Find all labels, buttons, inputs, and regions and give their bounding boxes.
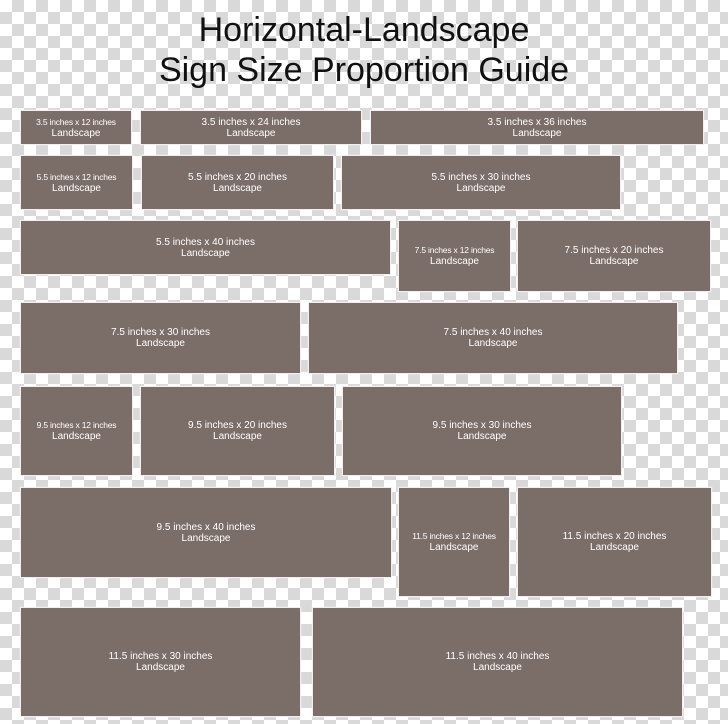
sign-3-5x36 [370, 110, 704, 145]
sign-size-label: 5.5 inches x 20 inches [188, 171, 287, 183]
sign-3-5x12 [20, 110, 132, 145]
sign-orientation-label: Landscape [136, 662, 185, 673]
sign-orientation-label: Landscape [51, 127, 101, 139]
sign-9-5x12 [20, 386, 133, 476]
sign-3-5x24 [140, 110, 362, 145]
sign-orientation-label: Landscape [213, 182, 262, 194]
sign-orientation-label: Landscape [457, 431, 507, 442]
sign-size-label: 3.5 inches x 24 inches [201, 116, 301, 128]
sign-orientation-label: Landscape [590, 542, 639, 553]
sign-orientation-label: Landscape [456, 182, 506, 194]
sign-11-5x40 [312, 607, 683, 717]
sign-5-5x20 [141, 155, 334, 210]
sign-9-5x30 [342, 386, 622, 476]
sign-7-5x12 [398, 220, 511, 292]
sign-orientation-label: Landscape [430, 256, 479, 267]
sign-orientation-label: Landscape [52, 431, 101, 442]
sign-orientation-label: Landscape [181, 247, 230, 259]
title-line-1: Horizontal-Landscape [198, 11, 530, 49]
sign-size-label: 11.5 inches x 12 inches [412, 531, 496, 541]
sign-size-label: 5.5 inches x 30 inches [431, 171, 531, 183]
sign-9-5x20 [140, 386, 335, 476]
sign-size-label: 11.5 inches x 20 inches [562, 531, 667, 542]
sign-size-label: 9.5 inches x 30 inches [432, 420, 532, 431]
sign-5-5x40 [20, 220, 391, 275]
sign-9-5x40 [20, 487, 392, 578]
sign-orientation-label: Landscape [473, 662, 522, 673]
sign-11-5x12 [398, 487, 510, 597]
sign-size-label: 3.5 inches x 36 inches [487, 116, 587, 128]
sign-orientation-label: Landscape [512, 127, 562, 139]
sign-size-label: 7.5 inches x 12 inches [414, 245, 495, 255]
sign-7-5x30 [20, 302, 301, 374]
sign-size-label: 7.5 inches x 40 inches [443, 327, 543, 338]
sign-5-5x12 [20, 155, 133, 210]
sign-11-5x20 [517, 487, 712, 597]
sign-size-label: 7.5 inches x 20 inches [564, 245, 664, 256]
sign-size-label: 3.5 inches x 12 inches [36, 116, 116, 127]
sign-orientation-label: Landscape [589, 256, 639, 267]
sign-size-label: 11.5 inches x 40 inches [445, 651, 550, 662]
sign-orientation-label: Landscape [52, 182, 101, 194]
sign-size-label: 5.5 inches x 40 inches [156, 236, 255, 248]
sign-5-5x30 [341, 155, 621, 210]
sign-orientation-label: Landscape [181, 532, 231, 544]
sign-size-label: 9.5 inches x 40 inches [156, 521, 256, 533]
sign-size-label: 5.5 inches x 12 inches [36, 171, 117, 182]
sign-orientation-label: Landscape [468, 338, 518, 349]
sign-size-label: 11.5 inches x 30 inches [108, 651, 213, 662]
title-line-2: Sign Size Proportion Guide [158, 51, 570, 89]
sign-orientation-label: Landscape [136, 338, 185, 349]
page-title [0, 10, 728, 90]
sign-orientation-label: Landscape [226, 127, 276, 139]
sign-size-label: 9.5 inches x 20 inches [188, 420, 287, 431]
sign-size-label: 7.5 inches x 30 inches [111, 327, 210, 338]
sign-orientation-label: Landscape [213, 431, 262, 442]
sign-7-5x40 [308, 302, 678, 374]
sign-11-5x30 [20, 607, 301, 717]
sign-size-label: 9.5 inches x 12 inches [36, 420, 117, 430]
sign-7-5x20 [517, 220, 711, 292]
sign-orientation-label: Landscape [429, 542, 479, 553]
